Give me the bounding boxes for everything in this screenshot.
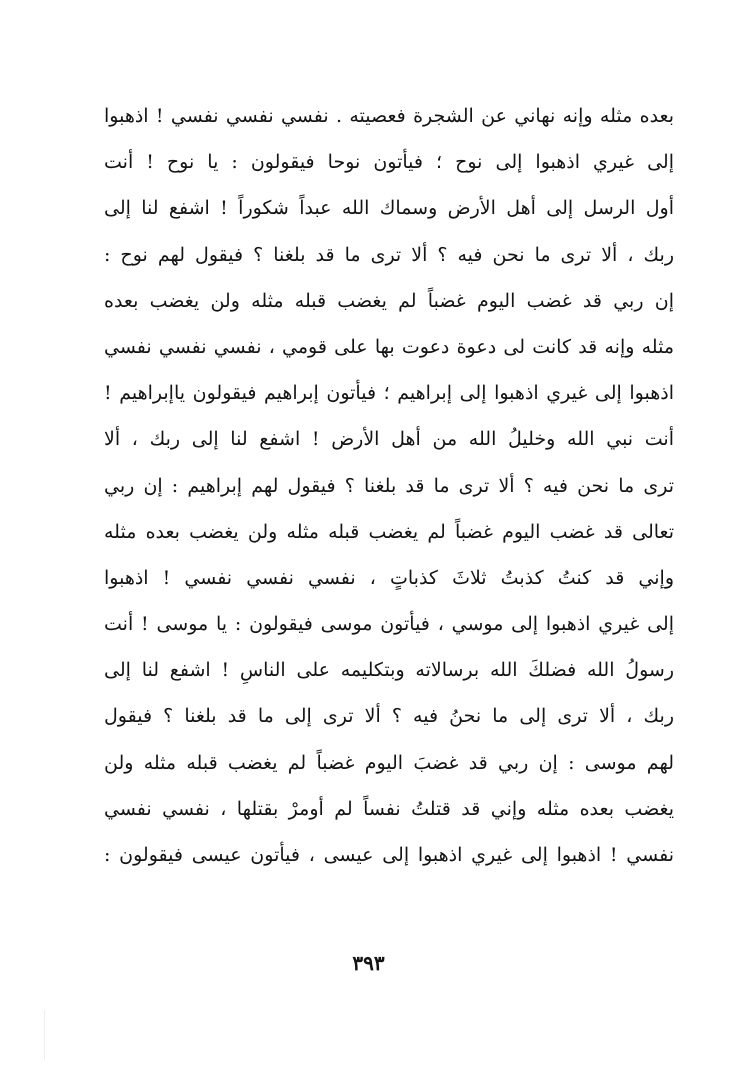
text-line: أنت نبي الله وخليلُ الله من أهل الأرض ! اشفع لنا إلى ربك ، ألا (104, 428, 674, 451)
text-line: لهم موسى : إن ربي قد غضبَ اليوم غضباً لم يغضب قبله مثله ولن (104, 751, 674, 774)
text-line: يغضب بعده مثله وإني قد قتلتُ نفساً لم أومرْ بقتلها ، نفسي نفسي (104, 797, 674, 820)
text-line: إلى غيري اذهبوا إلى نوح ؛ فيأتون نوحا فيقولون : يا نوح ! أنت (104, 151, 674, 174)
text-line: مثله وإنه قد كانت لى دعوة دعوت بها على قومي ، نفسي نفسي نفسي (104, 335, 674, 358)
text-line: وإني قد كنتُ كذبتُ ثلاثَ كذباتٍ ، نفسي نفسي نفسي ! اذهبوا (104, 566, 674, 589)
text-line: بعده مثله وإنه نهاني عن الشجرة فعصيته . نفسي نفسي نفسي ! اذهبوا (104, 105, 674, 127)
text-line: إلى غيري اذهبوا إلى موسي ، فيأتون موسى فيقولون : يا موسى ! أنت (104, 613, 674, 636)
text-line: ربك ، ألا ترى ما نحن فيه ؟ ألا ترى ما قد بلغنا ؟ فيقول لهم نوح : (104, 243, 674, 266)
margin-divider (44, 1010, 45, 1060)
text-line: تعالى قد غضب اليوم غضباً لم يغضب قبله مثله ولن يغضب بعده مثله (104, 520, 674, 543)
text-line: نفسي ! اذهبوا إلى غيري اذهبوا إلى عيسى ، فيأتون عيسى فيقولون : (104, 844, 674, 866)
text-line: رسولُ الله فضلكَ الله برسالاته وبتكليمه على الناسِ ! اشفع لنا إلى (104, 659, 674, 682)
text-line: ربك ، ألا ترى إلى ما نحنُ فيه ؟ ألا ترى إلى ما قد بلغنا ؟ فيقول (104, 705, 674, 728)
body-text (104, 93, 674, 878)
text-line: ترى ما نحن فيه ؟ ألا ترى ما قد بلغنا ؟ فيقول لهم إبراهيم : إن ربي (104, 474, 674, 497)
text-line: إن ربي قد غضب اليوم غضباً لم يغضب قبله مثله ولن يغضب بعده (104, 289, 674, 312)
text-line: أول الرسل إلى أهل الأرض وسماك الله عبداً شكوراً ! اشفع لنا إلى (104, 197, 674, 220)
page-number: ٣٩٣ (352, 951, 385, 975)
text-line: اذهبوا إلى غيري اذهبوا إلى إبراهيم ؛ فيأتون إبراهيم فيقولون ياإبراهيم ! (104, 382, 674, 405)
